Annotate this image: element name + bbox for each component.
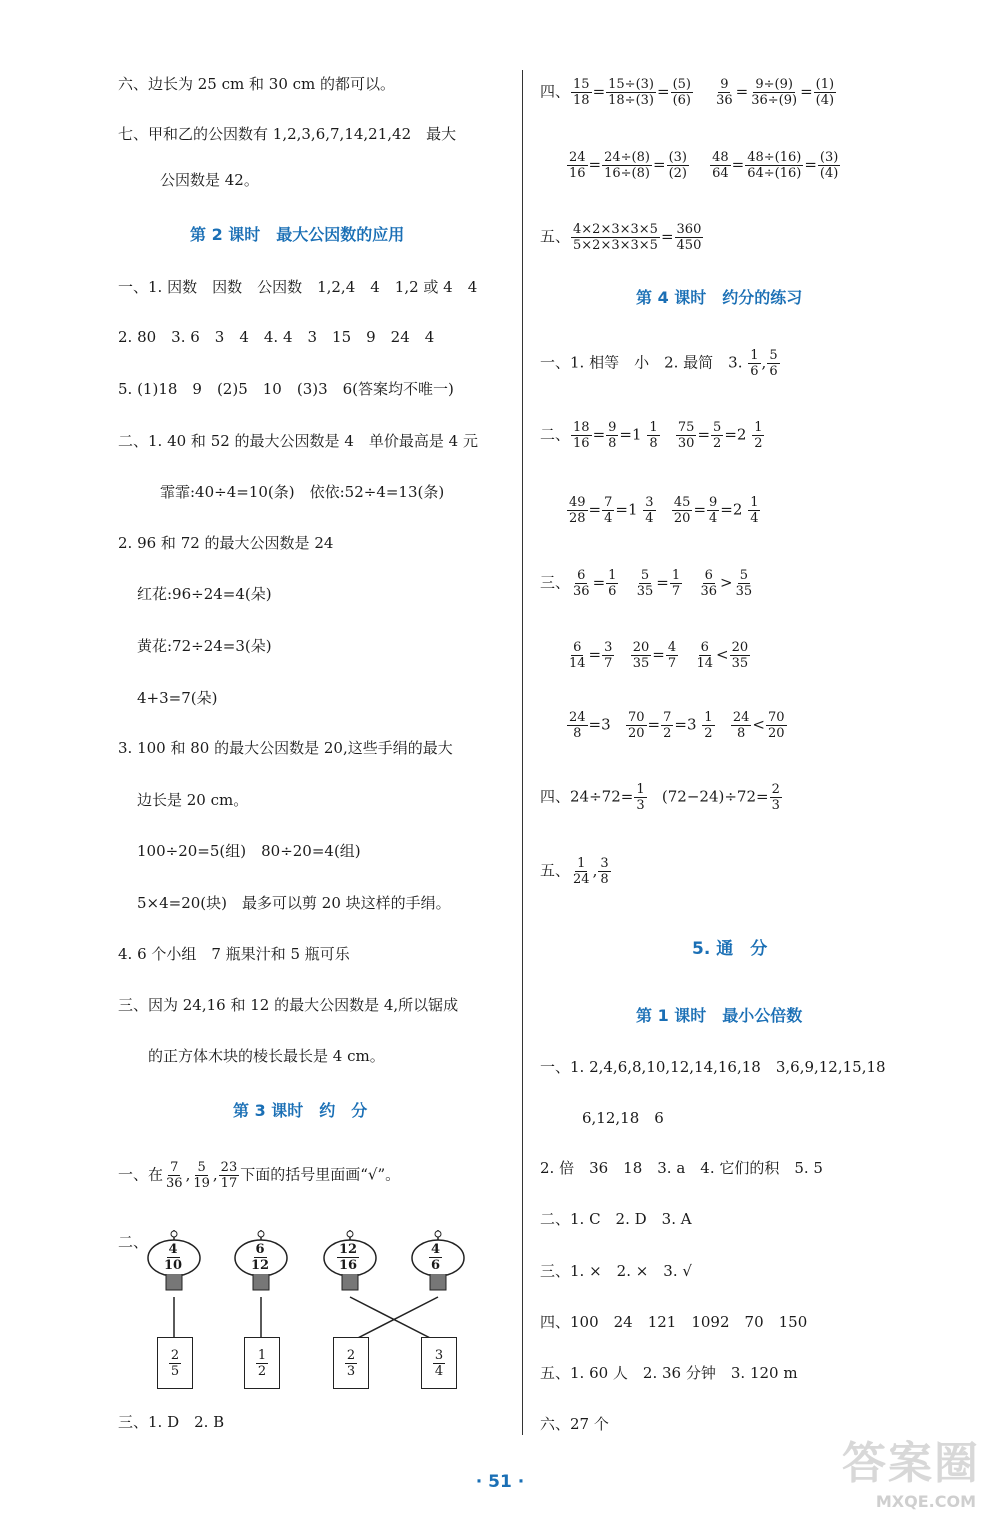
answer-line: 一、1. 相等 小 2. 最简 3. $\frac{1}{6}$ , $\frac{5}{6}$ xyxy=(540,348,778,379)
answer-line: 七、甲和乙的公因数有 1,2,3,6,7,14,21,42 最大 xyxy=(118,125,457,143)
answer-line: 黄花:72÷24=3(朵) xyxy=(137,637,272,655)
fraction-box: $\frac{1}{2}$ xyxy=(244,1337,280,1389)
answer-line: 100÷20=5(组) 80÷20=4(组) xyxy=(137,842,361,860)
answer-line: $\frac{24}{8}$ =3 $\frac{70}{20}$ = $\frac{7}{2}$ =3 $\frac{1}{2}$ $\frac{24}{8}$ < $\frac{70}{20}$ xyxy=(569,710,785,741)
answer-line: 公因数是 42。 xyxy=(160,171,259,189)
answer-line: 四、100 24 121 1092 70 150 xyxy=(540,1313,808,1331)
answer-line: 三、因为 24,16 和 12 的最大公因数是 4,所以锯成 xyxy=(118,996,459,1014)
answer-line: 六、27 个 xyxy=(540,1415,609,1433)
chapter-heading: 5. 通 分 xyxy=(692,939,768,959)
answer-line: 一、1. 2,4,6,8,10,12,14,16,18 3,6,9,12,15,18 xyxy=(540,1058,886,1076)
answer-line: 的正方体木块的棱长最长是 4 cm。 xyxy=(148,1047,385,1065)
answer-line: 4. 6 个小组 7 瓶果汁和 5 瓶可乐 xyxy=(118,945,350,963)
answer-line: 四、24÷72= $\frac{1}{3}$ (72−24)÷72= $\frac{2}{3}$ xyxy=(540,782,780,813)
answer-line: 2. 倍 36 18 3. a 4. 它们的积 5. 5 xyxy=(540,1159,823,1177)
answer-line: 一、在 $\frac{7}{36}$ , $\frac{5}{19}$ , $\frac{23}{17}$ 下面的括号里面画“√”。 xyxy=(118,1160,401,1191)
answer-line: 五、 $\frac{1}{24}$ , $\frac{3}{8}$ xyxy=(540,856,609,887)
answer-line: 5×4=20(块) 最多可以剪 20 块这样的手绢。 xyxy=(137,894,451,912)
watermark-logo: 答案圈 xyxy=(842,1438,980,1489)
section-heading: 第 4 课时 约分的练习 xyxy=(636,288,803,307)
fraction-box: $\frac{2}{3}$ xyxy=(333,1337,369,1389)
answer-line: 6,12,18 6 xyxy=(582,1109,664,1127)
answer-line: $\frac{24}{16}$ = $\frac{24\div(8)}{16\div(8)}$ = $\frac{(3)}{(2)}$ $\frac{48}{64}$ = $\frac{48\div(16)}{64\div(16)}$ = $\frac{(3)}{(4)}$ xyxy=(569,150,839,181)
page-number: · 51 · xyxy=(475,1472,525,1492)
answer-line: 三、1. D 2. B xyxy=(118,1413,225,1431)
answer-line: 红花:96÷24=4(朵) xyxy=(137,585,272,603)
answer-line: 三、1. × 2. × 3. √ xyxy=(540,1262,692,1280)
answer-line: 六、边长为 25 cm 和 30 cm 的都可以。 xyxy=(118,75,396,93)
fraction-box: $\frac{3}{4}$ xyxy=(421,1337,457,1389)
answer-line: 5. (1)18 9 (2)5 10 (3)3 6(答案均不唯一) xyxy=(118,380,454,398)
answer-line: $\frac{6}{14}$ = $\frac{3}{7}$ $\frac{20}{35}$ = $\frac{4}{7}$ $\frac{6}{14}$ < $\frac{20}{35}$ xyxy=(569,640,749,671)
answer-line: 霏霏:40÷4=10(条) 依依:52÷4=13(条) xyxy=(160,483,445,501)
column-divider xyxy=(522,70,523,1435)
fraction-box: $\frac{2}{5}$ xyxy=(157,1337,193,1389)
answer-line: 二、1. C 2. D 3. A xyxy=(540,1210,692,1228)
watermark-url: MXQE.COM xyxy=(875,1492,976,1511)
answer-line: 二、1. 40 和 52 的最大公因数是 4 单价最高是 4 元 xyxy=(118,432,478,450)
answer-line: 五、 $\frac{4\times 2\times 3\times 3\times 5}{5\times 2\times 3\times 3\times 5}$ = $\frac{360}{450}$ xyxy=(540,222,702,253)
section-heading: 第 2 课时 最大公因数的应用 xyxy=(190,225,405,244)
answer-line: 四、 $\frac{15}{18}$ = $\frac{15\div(3)}{18\div(3)}$ = $\frac{(5)}{(6)}$ $\frac{9}{36}$ = $\frac{9\div(9)}{36\div(9)}$ = $\frac{(1)}{(4)}$ xyxy=(540,77,835,108)
section-heading: 第 3 课时 约 分 xyxy=(233,1101,368,1120)
answer-line: 二、 xyxy=(118,1233,149,1251)
section-heading: 第 1 课时 最小公倍数 xyxy=(636,1006,803,1025)
answer-line: 五、1. 60 人 2. 36 分钟 3. 120 m xyxy=(540,1364,798,1382)
answer-line: 三、 $\frac{6}{36}$ = $\frac{1}{6}$ $\frac{5}{35}$ = $\frac{1}{7}$ $\frac{6}{36}$ > $\frac{5}{35}$ xyxy=(540,568,753,599)
answer-line: 2. 80 3. 6 3 4 4. 4 3 15 9 24 4 xyxy=(118,328,435,346)
answer-line: 3. 100 和 80 的最大公因数是 20,这些手绢的最大 xyxy=(118,739,453,757)
answer-line: $\frac{49}{28}$ = $\frac{7}{4}$ =1 $\frac{3}{4}$ $\frac{45}{20}$ = $\frac{9}{4}$ =2 $\frac{1}{4}$ xyxy=(569,495,759,526)
answer-line: 2. 96 和 72 的最大公因数是 24 xyxy=(118,534,334,552)
answer-line: 4+3=7(朵) xyxy=(137,689,218,707)
answer-line: 一、1. 因数 因数 公因数 1,2,4 4 1,2 或 4 4 xyxy=(118,278,478,296)
answer-line: 边长是 20 cm。 xyxy=(137,791,249,809)
answer-line: 二、 $\frac{18}{16}$ = $\frac{9}{8}$ =1 $\frac{1}{8}$ $\frac{75}{30}$ = $\frac{5}{2}$ =2 $\frac{1}{2}$ xyxy=(540,420,763,451)
